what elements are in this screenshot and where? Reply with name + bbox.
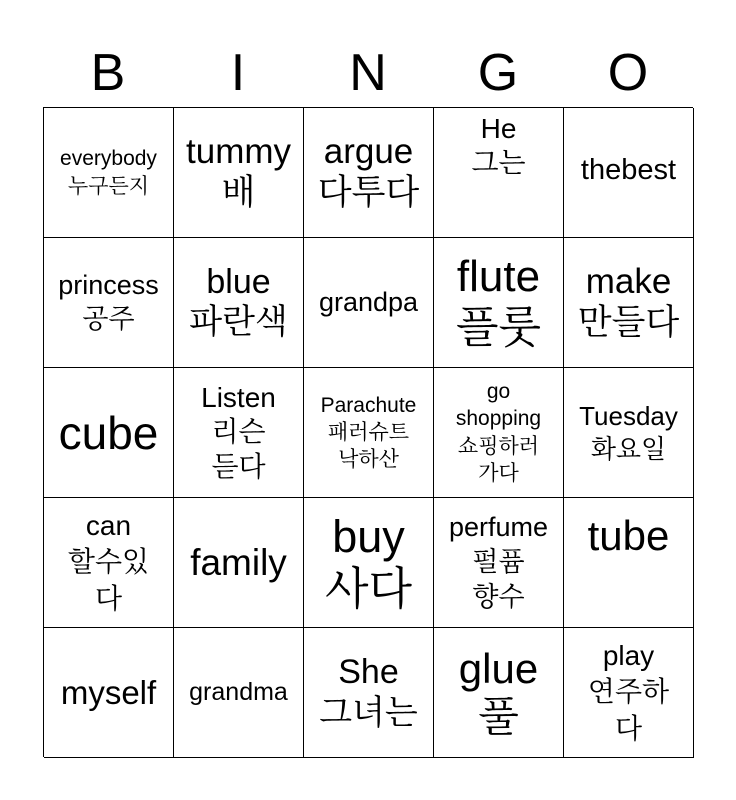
cell-text: 플룻 bbox=[455, 302, 541, 352]
bingo-cell[interactable] bbox=[434, 108, 564, 238]
bingo-cell[interactable] bbox=[174, 238, 304, 368]
cell-text: 공주 bbox=[82, 303, 135, 334]
cell-text: family bbox=[190, 541, 287, 583]
bingo-cell[interactable] bbox=[564, 628, 694, 758]
cell-text: 다 bbox=[94, 582, 123, 614]
bingo-header bbox=[43, 42, 693, 104]
cell-text: 다투다 bbox=[317, 172, 420, 212]
cell-text: 사다 bbox=[325, 562, 412, 614]
cell-text: He bbox=[480, 113, 517, 144]
cell-text: grandpa bbox=[318, 287, 419, 317]
cell-text: 화요일 bbox=[590, 433, 667, 464]
header-letter-o: O bbox=[607, 44, 649, 102]
cell-text: 다 bbox=[614, 712, 643, 744]
bingo-cell[interactable] bbox=[434, 498, 564, 628]
cell-text: 할수있 bbox=[67, 546, 150, 578]
bingo-board bbox=[43, 107, 693, 757]
cell-text: 풀 bbox=[478, 692, 519, 740]
bingo-cell[interactable] bbox=[564, 498, 694, 628]
bingo-cell[interactable] bbox=[44, 628, 174, 758]
cell-text: flute bbox=[456, 251, 541, 301]
bingo-cell[interactable] bbox=[304, 108, 434, 238]
bingo-cell[interactable] bbox=[564, 368, 694, 498]
bingo-cell[interactable] bbox=[304, 628, 434, 758]
cell-text: 만들다 bbox=[577, 302, 680, 342]
bingo-cell[interactable] bbox=[174, 108, 304, 238]
bingo-cell[interactable] bbox=[304, 238, 434, 368]
cell-text: shopping bbox=[455, 407, 542, 431]
cell-text: can bbox=[85, 509, 132, 541]
cell-text: 리슨 bbox=[211, 416, 266, 448]
cell-text: 그녀는 bbox=[319, 693, 418, 732]
bingo-cell[interactable] bbox=[434, 368, 564, 498]
cell-text: glue bbox=[458, 645, 539, 693]
cell-text: buy bbox=[332, 510, 405, 562]
bingo-cell[interactable] bbox=[564, 238, 694, 368]
cell-text: She bbox=[338, 652, 399, 691]
bingo-cell[interactable] bbox=[174, 368, 304, 498]
cell-text: 그는 bbox=[471, 146, 526, 178]
cell-text: grandma bbox=[189, 678, 288, 706]
cell-text: 배 bbox=[221, 172, 256, 212]
header-letter-n: N bbox=[349, 44, 387, 102]
cell-text: 펄퓸 bbox=[472, 546, 525, 577]
bingo-cell[interactable] bbox=[174, 628, 304, 758]
cell-text: 패러슈트 bbox=[327, 420, 410, 444]
cell-text: princess bbox=[58, 269, 159, 300]
cell-text: myself bbox=[60, 673, 157, 711]
cell-text: 파란색 bbox=[189, 302, 288, 341]
bingo-cell[interactable] bbox=[174, 498, 304, 628]
header-letter-g: G bbox=[477, 44, 519, 102]
cell-text: make bbox=[585, 262, 672, 302]
bingo-cell[interactable] bbox=[44, 368, 174, 498]
header-letter-b: B bbox=[90, 44, 126, 102]
bingo-cell[interactable] bbox=[434, 628, 564, 758]
header-letter-i: I bbox=[230, 44, 246, 102]
cell-text: everybody bbox=[60, 147, 157, 171]
cell-text: go bbox=[486, 379, 511, 403]
bingo-cell[interactable] bbox=[44, 108, 174, 238]
bingo-cell[interactable] bbox=[44, 498, 174, 628]
bingo-cell[interactable] bbox=[304, 368, 434, 498]
cell-text: thebest bbox=[580, 154, 677, 186]
cell-text: 쇼핑하러 bbox=[457, 434, 540, 458]
cell-text: 낙하산 bbox=[338, 448, 399, 472]
cell-text: Listen bbox=[201, 382, 276, 414]
cell-text: tummy bbox=[186, 132, 291, 172]
cell-text: 연주하 bbox=[587, 676, 670, 708]
cell-text: argue bbox=[323, 132, 414, 172]
cell-text: play bbox=[602, 639, 655, 671]
bingo-cell[interactable] bbox=[44, 238, 174, 368]
cell-text: tube bbox=[587, 512, 670, 559]
cell-text: blue bbox=[206, 263, 271, 302]
bingo-cell[interactable] bbox=[564, 108, 694, 238]
cell-text: cube bbox=[58, 406, 159, 459]
cell-text: Tuesday bbox=[579, 401, 678, 431]
cell-text: perfume bbox=[448, 511, 549, 542]
bingo-cell[interactable] bbox=[304, 498, 434, 628]
cell-text: 가다 bbox=[478, 461, 519, 485]
cell-text: 듣다 bbox=[211, 450, 266, 482]
bingo-cell[interactable] bbox=[434, 238, 564, 368]
cell-text: 향수 bbox=[472, 582, 525, 613]
cell-text: Parachute bbox=[320, 393, 417, 417]
cell-text: 누구든지 bbox=[67, 174, 150, 198]
